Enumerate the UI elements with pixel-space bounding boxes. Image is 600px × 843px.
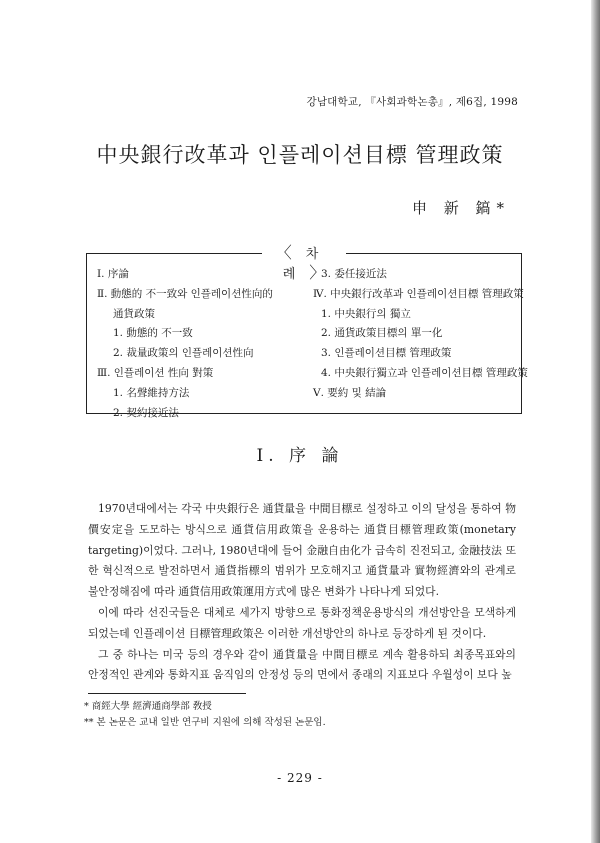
toc-entry: 2. 裁量政策의 인플레이션性向 (113, 347, 254, 360)
toc-entry: 通貨政策 (113, 307, 155, 320)
paper-title: 中央銀行改革과 인플레이션目標 管理政策 (96, 143, 504, 167)
toc-title: 차 례 (282, 247, 333, 282)
paragraph: 1970년대에서는 각국 中央銀行은 通貨量을 中間目標로 설정하고 이의 달성을 통하여 物價安定을 도모하는 방식으로 通貨信用政策을 운용하는 通貨目標管理政策(monetary targeting)이었다. 그러나, 1980년대에 들어 金融自由化가 급속히 진전되고, 金融技法 또한 혁신적으로 발전하면서 通貨指標의 범위가 모호해지고 通貨量과 實物經濟와의 관계로 불안정해짐에 따라 通貨信用政策運用方式에 많은 변화가 나타나게 되었다. (88, 502, 516, 599)
toc-bracket-left: 〈 (275, 243, 292, 262)
toc-bracket-right: 〉 (309, 263, 326, 282)
journal-citation: 강남대학교, 『사회과학논총』, 제6집, 1998 (306, 96, 518, 108)
toc-entry: 4. 中央銀行獨立과 인플레이션目標 管理政策 (321, 366, 528, 379)
toc-entry: Ⅲ. 인플레이션 性向 對策 (97, 366, 214, 379)
toc-label (262, 243, 346, 282)
toc-right-column (313, 265, 528, 404)
toc-entry: Ⅳ. 中央銀行改革과 인플레이션目標 管理政策 (313, 287, 524, 300)
toc-entry: 2. 通貨政策目標의 單一化 (321, 327, 443, 340)
toc-entry: Ⅴ. 要約 및 結論 (313, 386, 387, 399)
toc-entry: 2. 契約接近法 (113, 406, 179, 419)
paragraph: 그 중 하나는 미국 등의 경우와 같이 通貨量을 中間目標로 계속 활용하되 최종목표와의 안정적인 관계와 통화지표 움직임의 안정성 등의 면에서 종래의 지표보다 우월성이 보다 높 (88, 647, 516, 682)
author-name: 申 新 鎬* (411, 199, 510, 217)
toc-entry: 3. 委任接近法 (321, 268, 387, 280)
page-number: - 229 - (277, 771, 323, 785)
footnote: * 商經大學 經濟通商學部 敎授 (84, 701, 212, 712)
toc-entry: Ⅱ. 動態的 不一致와 인플레이션性向的 (97, 287, 273, 300)
paragraph: 이에 따라 선진국들은 대체로 세가지 방향으로 통화정책운용방식의 개선방안을 모색하게 되었는데 인플레이션 目標管理政策은 이러한 개선방안의 하나로 등장하게 된 것이다. (88, 605, 516, 640)
footnote-divider (88, 693, 246, 694)
scan-edge-shadow (591, 0, 600, 843)
toc-entry: 1. 動態的 不一致 (113, 327, 193, 340)
toc-entry: 1. 名聲維持方法 (113, 386, 190, 399)
toc-entry: Ⅰ. 序論 (97, 268, 129, 280)
body-text (88, 499, 516, 686)
section-heading: Ⅰ. 序 論 (256, 446, 344, 466)
footnote: ** 본 논문은 교내 일반 연구비 지원에 의해 작성된 논문임. (84, 717, 326, 728)
table-of-contents (86, 243, 528, 419)
toc-entry: 3. 인플레이션目標 管理政策 (321, 347, 452, 360)
toc-entry: 1. 中央銀行의 獨立 (321, 307, 411, 320)
footnotes (84, 699, 326, 731)
toc-left-column (97, 265, 297, 423)
